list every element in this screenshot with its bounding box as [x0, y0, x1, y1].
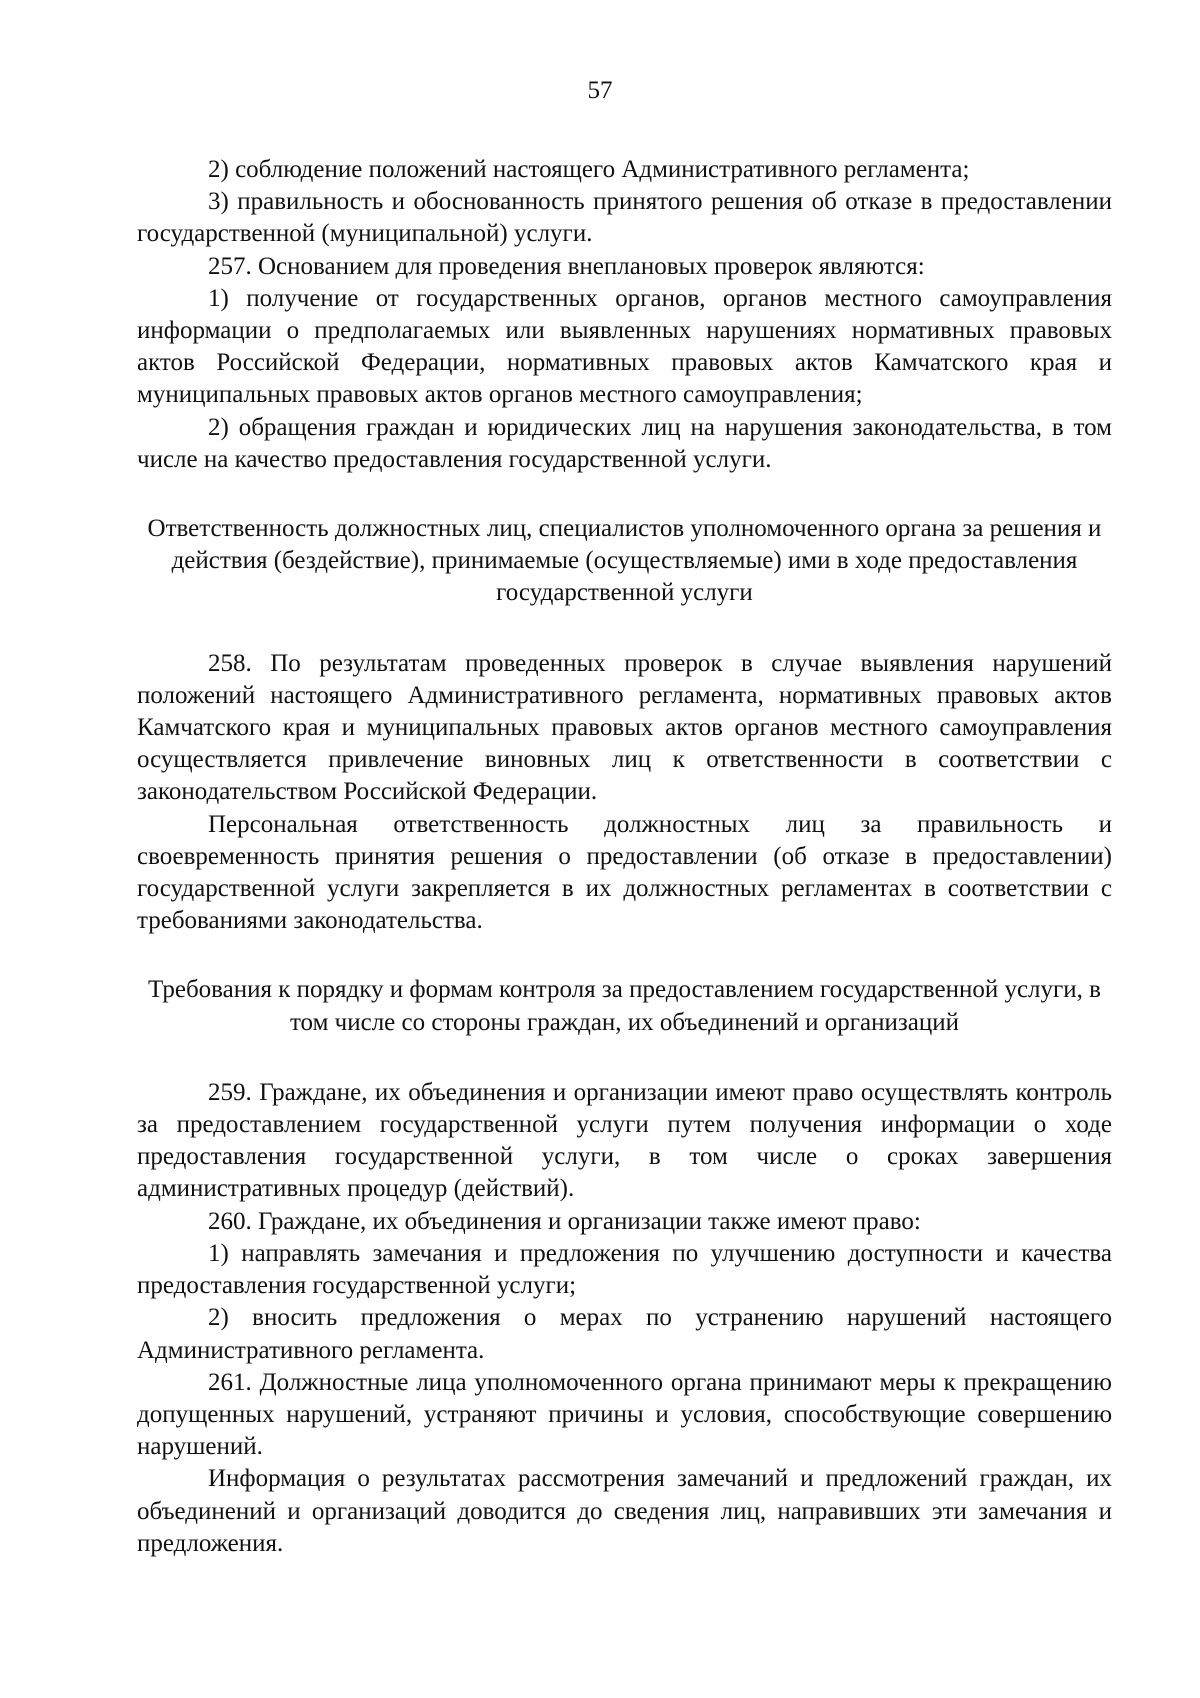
section-heading: Требования к порядку и формам контроля за предоставлением государственной услуги, в том числе со стороны граждан, их объединений и организаций: [148, 976, 1101, 1036]
paragraph: 257. Основанием для проведения внеплановых проверок являются:: [208, 252, 925, 280]
section-heading: Ответственность должностных лиц, специалистов уполномоченного органа за решения и действия (бездействие), принимаемые (осуществляемые) ими в ходе предоставления государственной услуги: [147, 515, 1102, 607]
paragraph: 3) правильность и обоснованность принятого решения об отказе в предоставлении государственной (муниципальной) услуги.: [137, 188, 1112, 248]
document-body: [137, 154, 1112, 1560]
paragraph: 2) вносить предложения о мерах по устранению нарушений настоящего Административного регламента.: [137, 1304, 1112, 1364]
paragraph: Информация о результатах рассмотрения замечаний и предложений граждан, их объединений и организаций доводится до сведения лиц, направивших эти замечания и предложения.: [137, 1465, 1112, 1557]
paragraph: Персональная ответственность должностных лиц за правильность и своевременность принятия решения о предоставлении (об отказе в предоставлении) государственной услуги закрепляется в их должностных регламентах в соответствии с требованиями законодательства.: [137, 810, 1112, 935]
paragraph: 261. Должностные лица уполномоченного органа принимают меры к прекращению допущенных нарушений, устраняют причины и условия, способствующие совершению нарушений.: [137, 1368, 1112, 1461]
paragraph: 259. Граждане, их объединения и организации имеют право осуществлять контроль за предоставлением государственной услуги путем получения информации о ходе предоставления государственной услуги, в том числе о сроках завершения административных процедур (действий).: [137, 1078, 1112, 1203]
paragraph: 260. Граждане, их объединения и организации также имеют право:: [208, 1207, 921, 1235]
paragraph: 2) соблюдение положений настоящего Административного регламента;: [208, 156, 970, 183]
paragraph: 258. По результатам проведенных проверок в случае выявления нарушений положений настоящего Административного регламента, нормативных правовых актов Камчатского края и муниципальных правовых актов органов местного самоуправления осуществляется привлечение виновных лиц к ответственности в соответствии с законодательством Российской Федерации.: [137, 649, 1112, 806]
page-number: 57: [587, 77, 613, 104]
paragraph: 1) направлять замечания и предложения по улучшению доступности и качества предоставления государственной услуги;: [137, 1239, 1112, 1300]
paragraph: 2) обращения граждан и юридических лиц на нарушения законодательства, в том числе на качество предоставления государственной услуги.: [137, 413, 1112, 473]
paragraph: 1) получение от государственных органов, органов местного самоуправления информации о предполагаемых или выявленных нарушениях нормативных правовых актов Российской Федерации, нормативных правовых актов Камчатского края и муниципальных правовых актов органов местного самоуправления;: [137, 284, 1112, 409]
